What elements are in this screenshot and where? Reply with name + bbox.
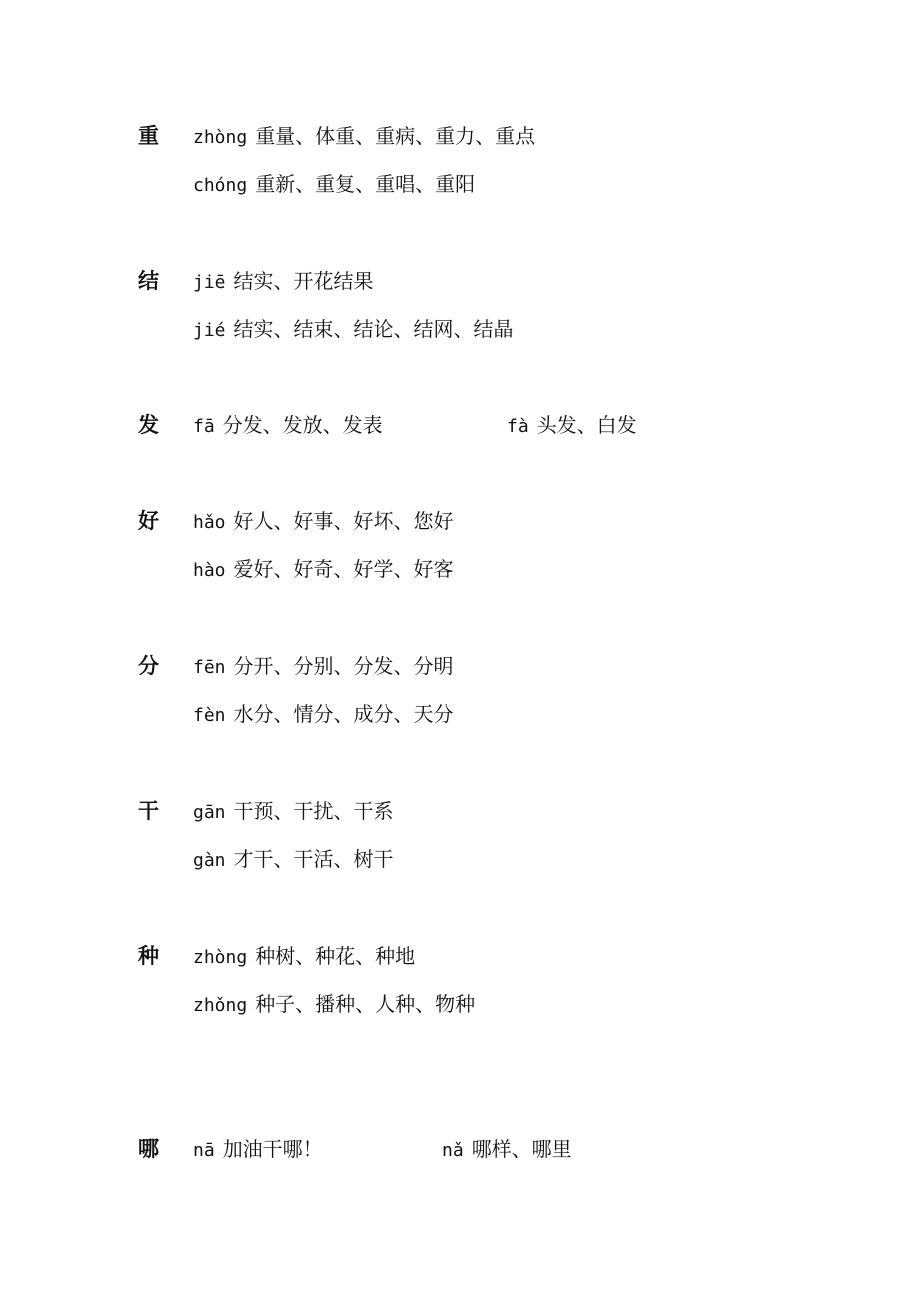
pinyin: gān bbox=[193, 802, 226, 823]
pinyin: nǎ bbox=[442, 1140, 464, 1161]
words: 重量、体重、重病、重力、重点 bbox=[255, 124, 536, 148]
reading-line bbox=[442, 1135, 572, 1163]
headword: 重 bbox=[138, 124, 159, 148]
headword: 种 bbox=[138, 944, 159, 968]
pinyin: chóng bbox=[193, 175, 248, 196]
words: 分开、分别、分发、分明 bbox=[233, 654, 454, 678]
words: 头发、白发 bbox=[536, 413, 637, 437]
reading-line bbox=[193, 507, 454, 535]
pinyin: fēn bbox=[193, 657, 226, 678]
pinyin: jiē bbox=[193, 272, 226, 293]
reading-line bbox=[193, 555, 454, 583]
reading-line bbox=[193, 845, 394, 873]
reading-line bbox=[193, 267, 374, 295]
words: 结实、开花结果 bbox=[233, 269, 374, 293]
words: 爱好、好奇、好学、好客 bbox=[233, 557, 454, 581]
words: 种子、播种、人种、物种 bbox=[255, 992, 476, 1016]
reading-line bbox=[193, 122, 535, 150]
headword: 好 bbox=[138, 509, 159, 533]
reading-line bbox=[193, 411, 383, 439]
reading-line bbox=[507, 411, 637, 439]
pinyin: hào bbox=[193, 560, 226, 581]
pinyin: nā bbox=[193, 1140, 215, 1161]
reading-line bbox=[193, 990, 475, 1018]
pinyin: fèn bbox=[193, 705, 226, 726]
headword: 哪 bbox=[138, 1137, 159, 1161]
reading-line bbox=[193, 942, 415, 970]
reading-line bbox=[193, 652, 454, 680]
headword: 分 bbox=[138, 654, 159, 678]
pinyin: zhòng bbox=[193, 947, 248, 968]
reading-line bbox=[193, 700, 454, 728]
headword: 发 bbox=[138, 413, 159, 437]
reading-line bbox=[193, 1135, 323, 1163]
pinyin: hǎo bbox=[193, 512, 226, 533]
headword: 结 bbox=[138, 269, 159, 293]
words: 才干、干活、树干 bbox=[233, 847, 394, 871]
words: 种树、种花、种地 bbox=[255, 944, 416, 968]
reading-line bbox=[193, 170, 475, 198]
words: 重新、重复、重唱、重阳 bbox=[255, 172, 476, 196]
pinyin: zhǒng bbox=[193, 995, 248, 1016]
words: 水分、情分、成分、天分 bbox=[233, 702, 454, 726]
pinyin: zhòng bbox=[193, 127, 248, 148]
pinyin: jié bbox=[193, 320, 226, 341]
pinyin: gàn bbox=[193, 850, 226, 871]
pinyin: fā bbox=[193, 416, 215, 437]
pinyin: fà bbox=[507, 416, 529, 437]
words: 加油干哪！ bbox=[222, 1137, 323, 1161]
words: 干预、干扰、干系 bbox=[233, 799, 394, 823]
reading-line bbox=[193, 315, 514, 343]
words: 好人、好事、好坏、您好 bbox=[233, 509, 454, 533]
reading-line bbox=[193, 797, 394, 825]
words: 哪样、哪里 bbox=[471, 1137, 572, 1161]
headword: 干 bbox=[138, 799, 159, 823]
words: 结实、结束、结论、结网、结晶 bbox=[233, 317, 514, 341]
words: 分发、发放、发表 bbox=[222, 413, 383, 437]
